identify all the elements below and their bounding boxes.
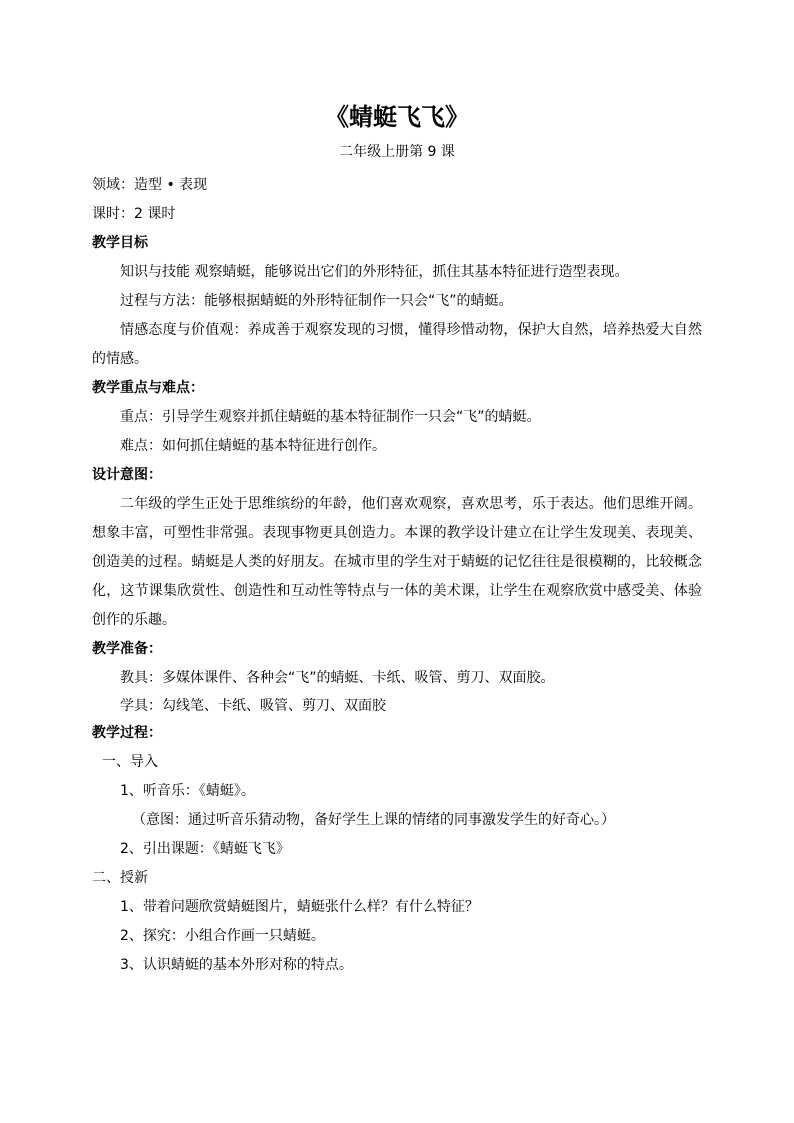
intro-item-2: 2、引出课题：《蜻蜓飞飞》	[120, 841, 290, 857]
difficulty-point: 难点：如何抓住蜻蜓的基本特征进行创作。	[120, 438, 386, 454]
domain-line: 领域：造型 • 表现	[92, 177, 208, 193]
goal-knowledge: 知识与技能 观察蜻蜓，能够说出它们的外形特征，抓住其基本特征进行造型表现。	[120, 264, 629, 280]
new-item-2: 2、探究：小组合作画一只蜻蜓。	[120, 928, 325, 944]
design-heading: 设计意图：	[92, 467, 162, 483]
section-new-lesson: 二、授新	[92, 870, 148, 886]
intro-item-1: 1、听音乐：《蜻蜓》。	[120, 783, 255, 799]
teacher-tools: 教具：多媒体课件、各种会“飞”的蜻蜓、卡纸、吸管、剪刀、双面胶。	[120, 670, 555, 686]
key-point: 重点：引导学生观察并抓住蜻蜓的基本特征制作一只会“飞”的蜻蜓。	[120, 409, 541, 425]
document-subtitle: 二年级上册第 9 课	[339, 144, 455, 160]
hours-line: 课时：2 课时	[92, 206, 176, 222]
document-title: 《蜻蜓飞飞》	[325, 103, 469, 131]
prep-heading: 教学准备：	[92, 641, 162, 657]
goals-heading: 教学目标	[92, 235, 148, 251]
document-page	[92, 95, 702, 980]
student-tools: 学具：勾线笔、卡纸、吸管、剪刀、双面胶	[120, 698, 386, 714]
process-heading: 教学过程：	[92, 725, 162, 741]
intro-note: （意图：通过听音乐猜动物，备好学生上课的情绪的同事激发学生的好奇心。）	[132, 812, 615, 828]
section-intro: 一、导入	[102, 754, 158, 770]
design-paragraph: 二年级的学生正处于思维缤纷的年龄，他们喜欢观察，喜欢思考，乐于表达。他们思维开阔。想象丰富，可塑性非常强。表现事物更具创造力。本课的教学设计建立在让学生发现美、表现美、创造美的过程。蜻蜓是人类的好朋友。在城市里的学生对于蜻蜓的记忆往往是很模糊的，比较概念化，这节课集欣赏性、创造性和互动性等特点与一体的美术课，让学生在观察欣赏中感受美、体验创作的乐趣。	[92, 496, 702, 628]
new-item-3: 3、认识蜻蜓的基本外形对称的特点。	[120, 957, 353, 973]
key-points-heading: 教学重点与难点：	[92, 380, 204, 396]
goal-process: 过程与方法：能够根据蜻蜓的外形特征制作一只会“飞”的蜻蜓。	[120, 293, 513, 309]
new-item-1: 1、带着问题欣赏蜻蜓图片，蜻蜓张什么样？有什么特征？	[120, 899, 479, 915]
goal-emotion: 情感态度与价值观：养成善于观察发现的习惯，懂得珍惜动物，保护大自然，培养热爱大自然的情感。	[92, 322, 702, 367]
